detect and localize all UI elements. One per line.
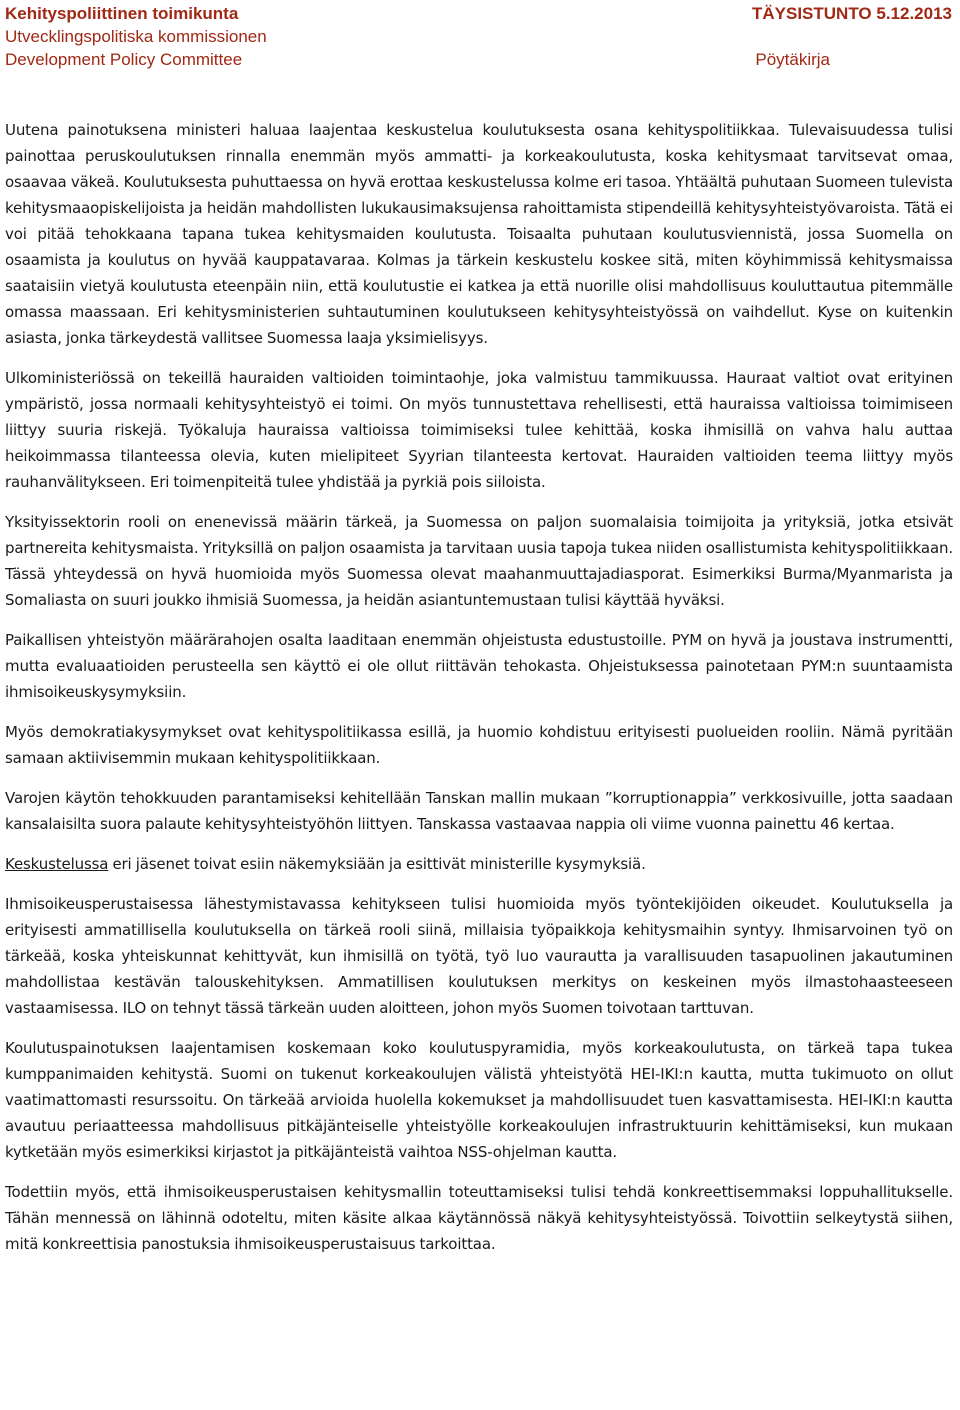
paragraph-concrete-measures: Todettiin myös, että ihmisoikeusperustaisen kehitysmallin toteuttamiseksi tulisi tehdä konkreettisemmaksi loppuhallitukselle. Tähän mennessä on lähinnä odoteltu, miten käsite alkaa käytännössä näkyä kehitysyhteistyössä. Toivottiin selkeytystä siihen, mitä konkreettisia panostuksia ihmisoikeusperustaisuus tarkoittaa. — [5, 1183, 953, 1253]
paragraph-private-sector: Yksityissektorin rooli on enenevissä määrin tärkeä, ja Suomessa on paljon suomalaisia toimijoita ja yrityksiä, jotka etsivät partnereita kehitysmaista. Yrityksillä on paljon osaamista ja tarvitaan uusia tapoja tukea niiden osallistumista kehityspolitiikkaan. Tässä yhteydessä on hyvä huomioida myös Suomessa olevat maahanmuuttajadiasporat. Esimerkiksi Burma/Myanmarista ja Somaliasta on suuri joukko ihmisiä Suomessa, ja heidän asiantuntemustaan tulisi käyttää hyväksi. — [5, 513, 953, 609]
org-name-english: Development Policy Committee — [5, 50, 243, 69]
document-type: Pöytäkirja — [755, 50, 830, 69]
paragraph-human-rights: Ihmisoikeusperustaisessa lähestymistavassa kehitykseen tulisi huomioida myös työntekijöiden oikeudet. Koulutuksella ja erityisesti ammatillisella koulutuksella on tärkeä rooli siinä, millaisia työpaikkoja kehitysmaihin syntyy. Ihmisarvoinen työ on tärkeää, koska yhteiskunnat kehittyvät, kun ihmisillä on työtä, työ luo vaurautta ja varallisuuden tasapuolinen jakautuminen mahdollistaa kestävän talouskehityksen. Ammatillisen koulutuksen merkitys on keskeinen myös ilmastohaasteeseen vastaamisessa. ILO on tehnyt tässä tärkeän uuden aloitteen, johon myös Suomen toivotaan tarttuvan. — [5, 895, 953, 1017]
meeting-title: TÄYSISTUNTO 5.12.2013 — [752, 4, 952, 23]
org-name-finnish: Kehityspoliittinen toimikunta — [5, 4, 239, 23]
paragraph-higher-education: Koulutuspainotuksen laajentamisen koskemaan koko koulutuspyramidia, myös korkeakoulutusta, on tärkeä tapa tukea kumppanimaiden kehitystä. Suomi on tukenut korkeakoulujen välistä yhteistyötä HEI-IKI:n kautta, mutta tukimuoto on ollut vaatimattomasti resurssoitu. On tärkeää arvioida huolella kokemukset ja mahdollisuudet tuen kasvattamisesta. HEI-IKI:n kautta avautuu periaatteessa mahdollisuus pitkäjänteiselle yhteistyölle korkeakoulujen infrastruktuurin kehittämiseksi, kun mukaan kytketään myös esimerkiksi kirjastot ja pitkäjänteistä vaihtoa NSS-ohjelman kautta. — [5, 1039, 953, 1161]
paragraph-democracy: Myös demokratiakysymykset ovat kehityspolitiikassa esillä, ja huomio kohdistuu erityisesti puolueiden rooliin. Nämä pyritään samaan aktiivisemmin mukaan kehityspolitiikkaan. — [5, 723, 953, 767]
discussion-text: eri jäsenet toivat esiin näkemyksiään ja esittivät ministerille kysymyksiä. — [108, 855, 646, 873]
document-header — [0, 0, 960, 76]
paragraph-fragile-states: Ulkoministeriössä on tekeillä hauraiden valtioiden toimintaohje, joka valmistuu tammikuussa. Hauraat valtiot ovat erityinen ympäristö, jossa normaali kehitysyhteistyö ei toimi. On myös tunnustettava rehellisesti, että hauraissa valtioissa toimimiseen liittyy suuria riskejä. Työkaluja hauraissa valtioissa toimimiseksi tulee kehittää, koska ihmisillä on vahva halu auttaa heikoimmassa tilanteessa olevia, kuten mielipiteet Syyrian tilanteesta kertovat. Hauraiden valtioiden teema liittyy myös rauhanvälitykseen. Eri toimenpiteitä tulee yhdistää ja pyrkiä pois siiloista. — [5, 369, 953, 491]
paragraph-education: Uutena painotuksena ministeri haluaa laajentaa keskustelua koulutuksesta osana kehityspolitiikkaa. Tulevaisuudessa tulisi painottaa peruskoulutuksen rinnalla enemmän myös ammatti- ja korkeakoulutusta, koska kehitysmaat tarvitsevat omaa, osaavaa väkeä. Koulutuksesta puhuttaessa on hyvä erottaa keskustelussa kolme eri tasoa. Yhtäältä puhutaan Suomeen tulevista kehitysmaaopiskelijoista ja heidän mahdollisten lukukausimaksujensa rahoittamista stipendeillä kehitysyhteistyövaroista. Tätä ei voi pitää tehokkaana tapana tukea kehitysmaiden koulutusta. Toisaalta puhutaan koulutusviennistä, jossa Suomella on osaamista ja koulutus on hyvää kauppatavaraa. Kolmas ja tärkein keskustelu koskee sitä, miten köyhimmissä kehitysmaissa saataisiin vietyä koulutusta eteenpäin niin, että koulutustie ei katkea ja että nuorille olisi mahdollisuus kouluttautua pitemmälle omassa maassaan. Eri kehitysministerien suhtautuminen koulutukseen kehitysyhteistyössä on vaihdellut. Kyse on kuitenkin asiasta, jonka tärkeydestä vallitsee Suomessa laaja yksimielisyys. — [5, 121, 953, 347]
discussion-label: Keskustelussa — [5, 855, 109, 873]
paragraph-local-cooperation: Paikallisen yhteistyön määrärahojen osalta laaditaan enemmän ohjeistusta edustustoille. PYM on hyvä ja joustava instrumentti, mutta evaluaatioiden perusteella sen käyttö ei ole ollut riittävän tehokasta. Ohjeistuksessa painotetaan PYM:n suuntaamista ihmisoikeuskysymyksiin. — [5, 631, 953, 701]
paragraph-discussion-intro — [5, 851, 953, 877]
org-name-swedish: Utvecklingspolitiska kommissionen — [5, 27, 267, 46]
document-body — [5, 117, 953, 1271]
paragraph-efficiency: Varojen käytön tehokkuuden parantamiseksi kehitellään Tanskan mallin mukaan ”korruptionappia” verkkosivuille, jotta saadaan kansalaisilta suora palaute kehitysyhteistyöhön liittyen. Tanskassa vastaavaa nappia oli viime vuonna painettu 46 kertaa. — [5, 789, 953, 833]
